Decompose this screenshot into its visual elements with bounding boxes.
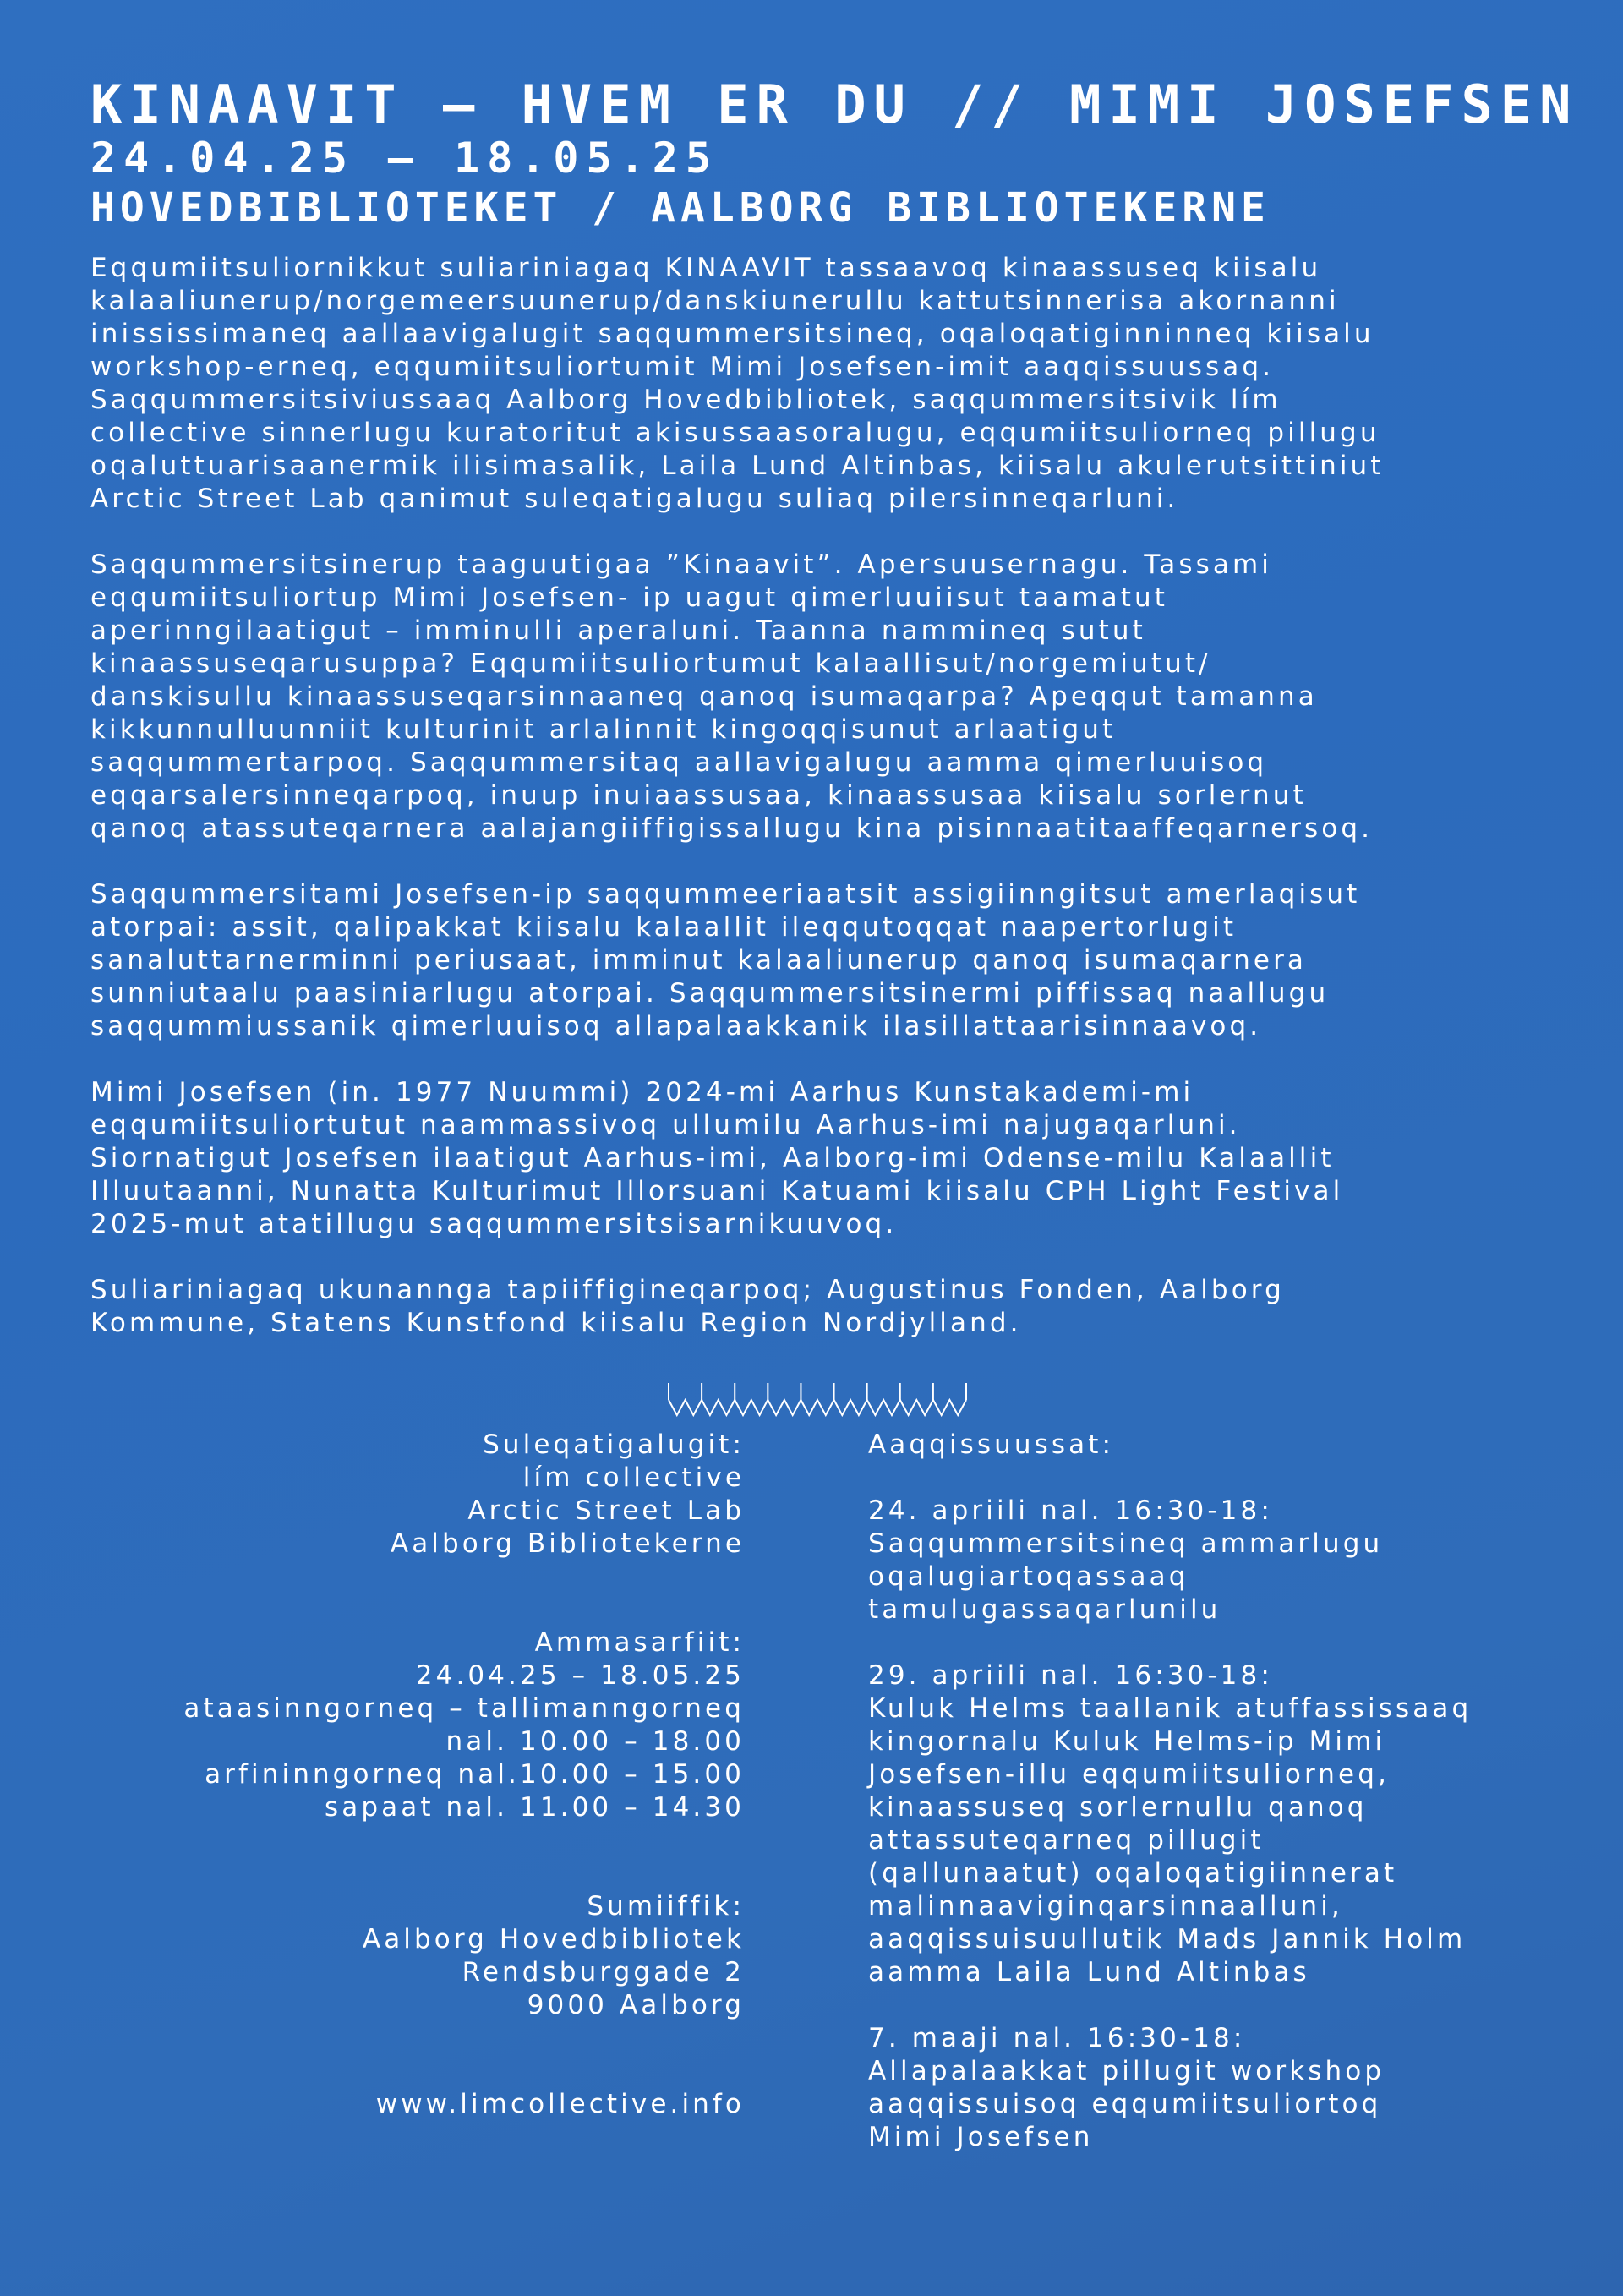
venue-heading: HOVEDBIBLIOTEKET / AALBORG BIBLIOTEKERNE — [90, 183, 1271, 232]
hours-weekday-times: nal. 10.00 – 18.00 — [445, 1725, 745, 1757]
partner-item: Arctic Street Lab — [467, 1495, 745, 1526]
website-link[interactable]: www.limcollective.info — [375, 2088, 745, 2119]
event-description-line: Allapalaakkat pillugit workshop — [868, 2055, 1385, 2086]
exhibition-dates-heading: 24.04.25 – 18.05.25 — [90, 134, 719, 183]
events-heading: Aaqqissuussat: — [868, 1429, 1115, 1460]
location-name: Aalborg Hovedbibliotek — [362, 1923, 745, 1954]
event-description-line: attassuteqarneq pillugit — [868, 1824, 1265, 1856]
location-heading: Sumiiffik: — [587, 1890, 745, 1922]
poster — [90, 74, 1579, 2189]
event-description-line: (qallunaatut) oqaloqatigiinnerat — [868, 1857, 1398, 1889]
event-description-line: malinnaaviginqarsinnaalluni, — [868, 1890, 1343, 1922]
body-text — [90, 252, 1544, 1340]
info-left-column — [90, 1429, 745, 2121]
paragraph-intro: Eqqumiitsuliornikkut suliariniagaq KINAAVIT tassaavoq kinaassuseq kiisalu kalaaliunerup/norgemeersuunerup/danskiunerullu kattutsinnerisa akornanni inississimaneq aallaavigalugit saqqummersitsineq, oqaloqatiginninneq kiisalu workshop-erneq, eqqumiitsuliortumit Mimi Josefsen-imit aaqqissuussaq. Saqqummersitsiviussaaq Aalborg Hovedbibliotek, saqqummersitsivik lím collective sinnerlugu kuratoritut akisussaasoralugu, eqqumiitsuliorneq pillugu oqaluttuarisaanermik ilisimasalik, Laila Lund Altinbas, kiisalu akulerutsittiniut Arctic Street Lab qanimut suleqatigalugu suliaq pilersinneqarluni. — [90, 252, 1385, 514]
event-description-line: kingornalu Kuluk Helms-ip Mimi — [868, 1725, 1386, 1757]
event-date: 24. apriili nal. 16:30-18: — [868, 1495, 1273, 1526]
paragraph-media: Saqqummersitami Josefsen-ip saqqummeeriaatsit assigiinngitsut amerlaqisut atorpai: assit, qalipakkat kiisalu kalaallit ileqqutoqqat naapertorlugit sanaluttarnerminni periusaat, imminut kalaaliunerup qanoq isumaqarnera sunniutaalu paasiniarlugu atorpai. Saqqummersitsinermi piffissaq naallugu saqqummiussanik qimerluuisoq allapalaakkanik ilasillattaarisinnaavoq. — [90, 878, 1361, 1041]
event-description-line: Josefsen-illu eqqumiitsuliorneq, — [868, 1758, 1390, 1790]
hours-weekdays: ataasinngorneq – tallimanngorneq — [183, 1692, 745, 1724]
event-description-line: aaqqissuisoq eqqumiitsuliortoq — [868, 2088, 1382, 2119]
event-description-line: tamulugassaqarlunilu — [868, 1594, 1221, 1625]
partner-item: Aalborg Bibliotekerne — [390, 1528, 745, 1559]
poster-title: KINAAVIT – HVEM ER DU // MIMI JOSEFSEN — [90, 74, 1579, 135]
event-description-line: Mimi Josefsen — [868, 2121, 1094, 2152]
paragraph-artist-bio: Mimi Josefsen (in. 1977 Nuummi) 2024-mi Aarhus Kunstakademi-mi eqqumiitsuliortutut naammassivoq ullumilu Aarhus-imi najugaqarluni. Siornatigut Josefsen ilaatigut Aarhus-imi, Aalborg-imi Odense-milu Kalaallit Illuutaanni, Nunatta Kulturimut Illorsuani Katuami kiisalu CPH Light Festival 2025-mut atatillugu saqqummersitsisarnikuuvoq. — [90, 1076, 1344, 1239]
hours-sunday: sapaat nal. 11.00 – 14.30 — [325, 1791, 745, 1823]
event-description-line: aamma Laila Lund Altinbas — [868, 1956, 1310, 1987]
zigzag-ornament-icon — [665, 1378, 970, 1422]
event-date: 7. maaji nal. 16:30-18: — [868, 2022, 1246, 2053]
location-street: Rendsburggade 2 — [462, 1956, 745, 1987]
event-date: 29. apriili nal. 16:30-18: — [868, 1659, 1273, 1691]
info-columns — [90, 1429, 1544, 2189]
events-column — [868, 1429, 1578, 2154]
event-description-line: oqalugiartoqassaaq — [868, 1561, 1189, 1592]
paragraph-funding: Suliariniagaq ukunannga tapiiffigineqarpoq; Augustinus Fonden, Aalborg Kommune, Statens Kunstfond kiisalu Region Nordjylland. — [90, 1274, 1285, 1338]
location-city: 9000 Aalborg — [527, 1989, 745, 2020]
event-description-line: kinaassuseq sorlernullu qanoq — [868, 1791, 1368, 1823]
partners-heading: Suleqatigalugit: — [483, 1429, 745, 1460]
paragraph-title-meaning: Saqqummersitsinerup taaguutigaa ”Kinaavit”. Apersuusernagu. Tassami eqqumiitsuliortup Mimi Josefsen- ip uagut qimerluuiisut taamatut aperinngilaatigut – imminulli aperaluni. Taanna nammineq sutut kinaassuseqarusuppa? Eqqumiitsuliortumut kalaallisut/norgemiutut/ danskisullu kinaassuseqarsinnaaneq qanoq isumaqarpa? Apeqqut tamanna kikkunnulluunniit kulturinit arlalinnit kingoqqisunut arlaatigut saqqummertarpoq. Saqqummersitaq aallavigalugu aamma qimerluuisoq eqqarsalersinneqarpoq, inuup inuiaassusaa, kinaassusaa kiisalu sorlernut qanoq atassuteqarnera aalajangiiffigissallugu kina pisinnaatitaaffeqarnersoq. — [90, 549, 1374, 844]
event-description-line: aaqqissuisuullutik Mads Jannik Holm — [868, 1923, 1467, 1954]
event-description-line: Kuluk Helms taallanik atuffassissaaq — [868, 1692, 1473, 1724]
hours-heading: Ammasarfiit: — [534, 1626, 745, 1658]
partner-item: lím collective — [522, 1462, 745, 1493]
hours-dates: 24.04.25 – 18.05.25 — [415, 1659, 745, 1691]
hours-saturday: arfininngorneq nal.10.00 – 15.00 — [205, 1758, 745, 1790]
event-description-line: Saqqummersitsineq ammarlugu — [868, 1528, 1384, 1559]
